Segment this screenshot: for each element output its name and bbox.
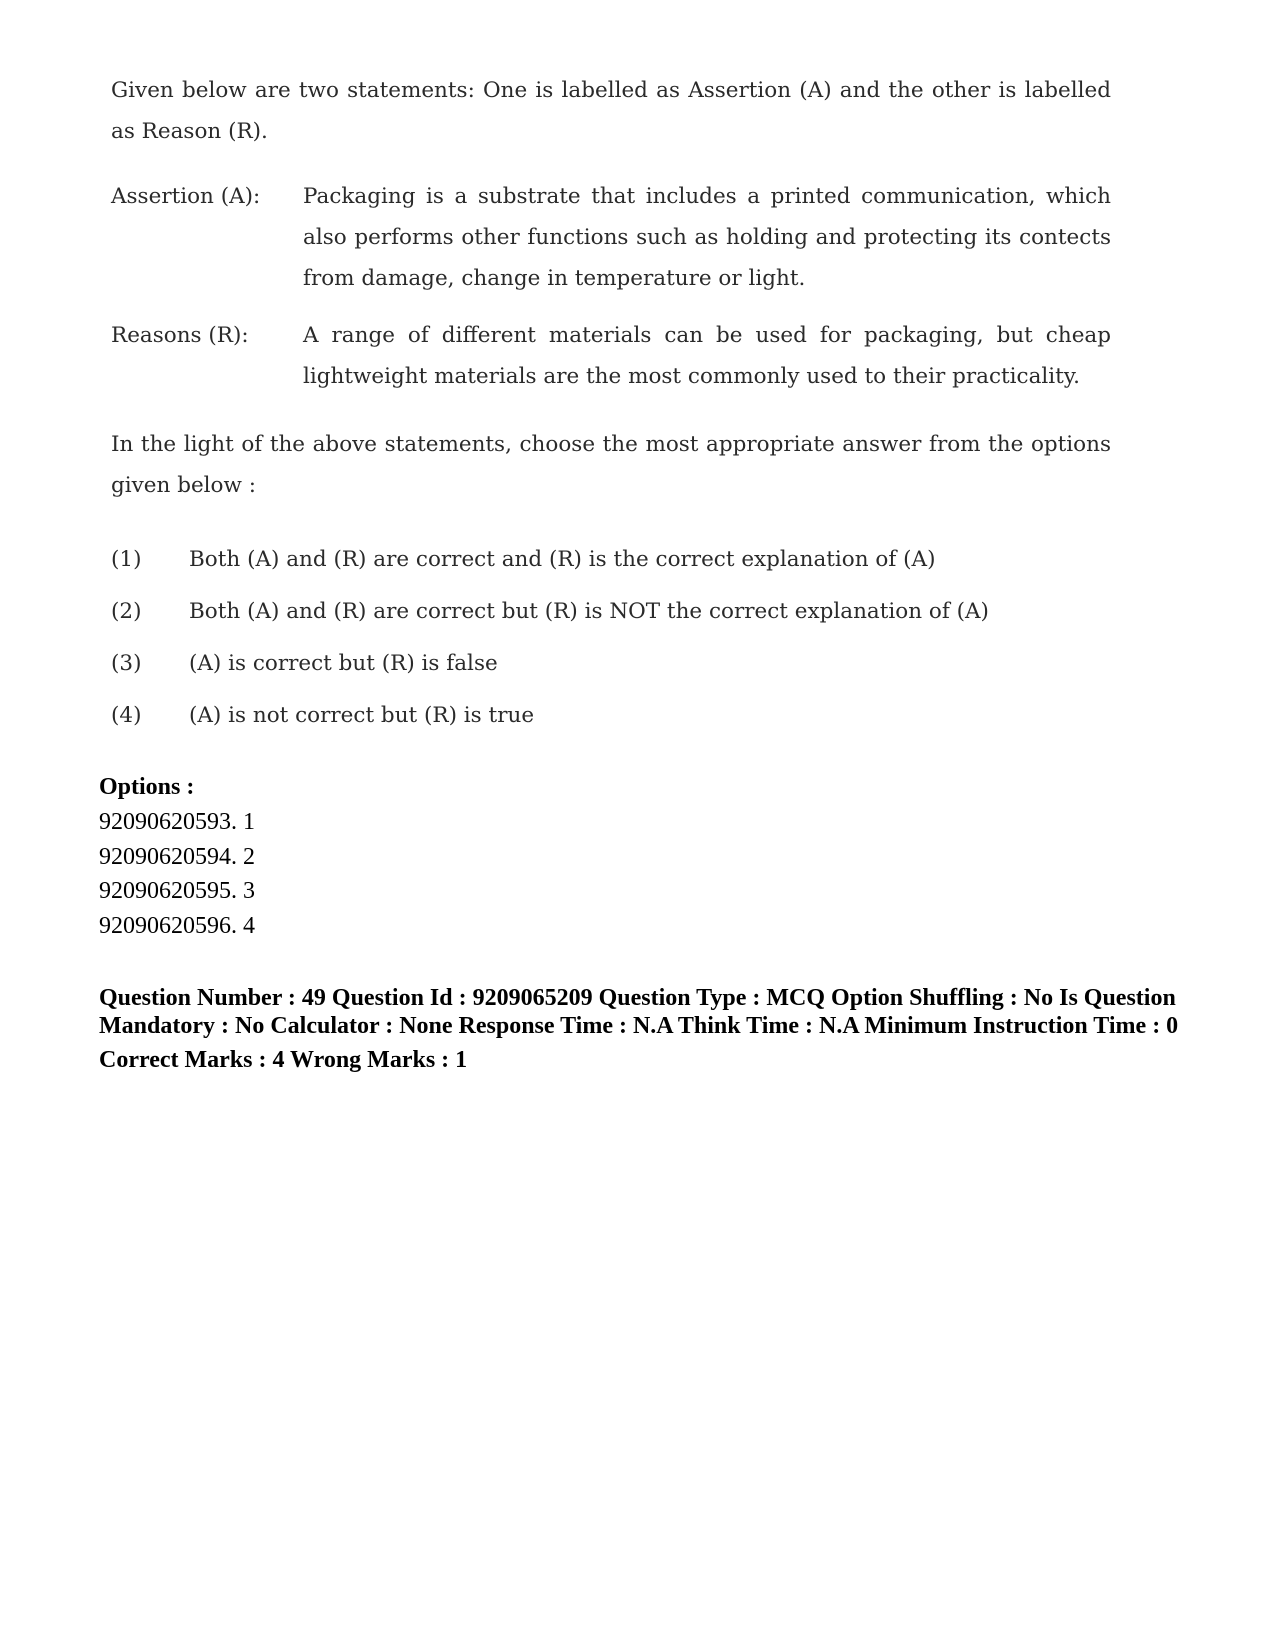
choice-text: (A) is correct but (R) is false [189,650,498,676]
question-metadata [99,770,1189,1074]
option-id-line: 92090620593. 1 [99,809,255,835]
choice-number: (1) [111,546,142,572]
options-heading: Options : [99,774,195,800]
assertion-label: Assertion (A): [111,184,261,209]
marks-line: Correct Marks : 4 Wrong Marks : 1 [99,1047,468,1073]
choice-item [111,585,1111,637]
next-question-info: Question Number : 49 Question Id : 9209065209 Question Type : MCQ Option Shuffling : No Is Question Mandatory : No Calculator : None Response Time : N.A Think Time : N.A Minimum Instruction Time : 0 [99,985,1179,1039]
choice-list [111,533,1111,741]
option-id-line: 92090620594. 2 [99,843,255,870]
option-id-line: 92090620596. 4 [99,912,255,939]
question-intro: Given below are two statements: One is labelled as Assertion (A) and the other is labelled as Reason (R). [111,78,1111,144]
choice-number: (4) [111,702,142,728]
choice-number: (2) [111,598,142,624]
choice-item [111,637,1111,689]
assertion-text: Packaging is a substrate that includes a printed communication, which also performs other functions such as holding and protecting its contects from damage, change in temperature or light. [303,184,1111,291]
choice-text: Both (A) and (R) are correct and (R) is the correct explanation of (A) [189,546,936,572]
reason-row [111,315,1111,397]
reason-text: A range of different materials can be used for packaging, but cheap lightweight materials are the most commonly used to their practicality. [303,323,1111,389]
question-prompt: In the light of the above statements, choose the most appropriate answer from the options given below : [111,432,1111,498]
reason-label: Reasons (R): [111,323,249,348]
choice-item [111,689,1111,741]
choice-number: (3) [111,650,142,676]
choice-item [111,533,1111,585]
question-image [111,60,1111,741]
choice-text: (A) is not correct but (R) is true [189,702,535,728]
choice-text: Both (A) and (R) are correct but (R) is NOT the correct explanation of (A) [189,598,989,624]
assertion-row [111,176,1111,299]
option-id-line: 92090620595. 3 [99,878,255,904]
